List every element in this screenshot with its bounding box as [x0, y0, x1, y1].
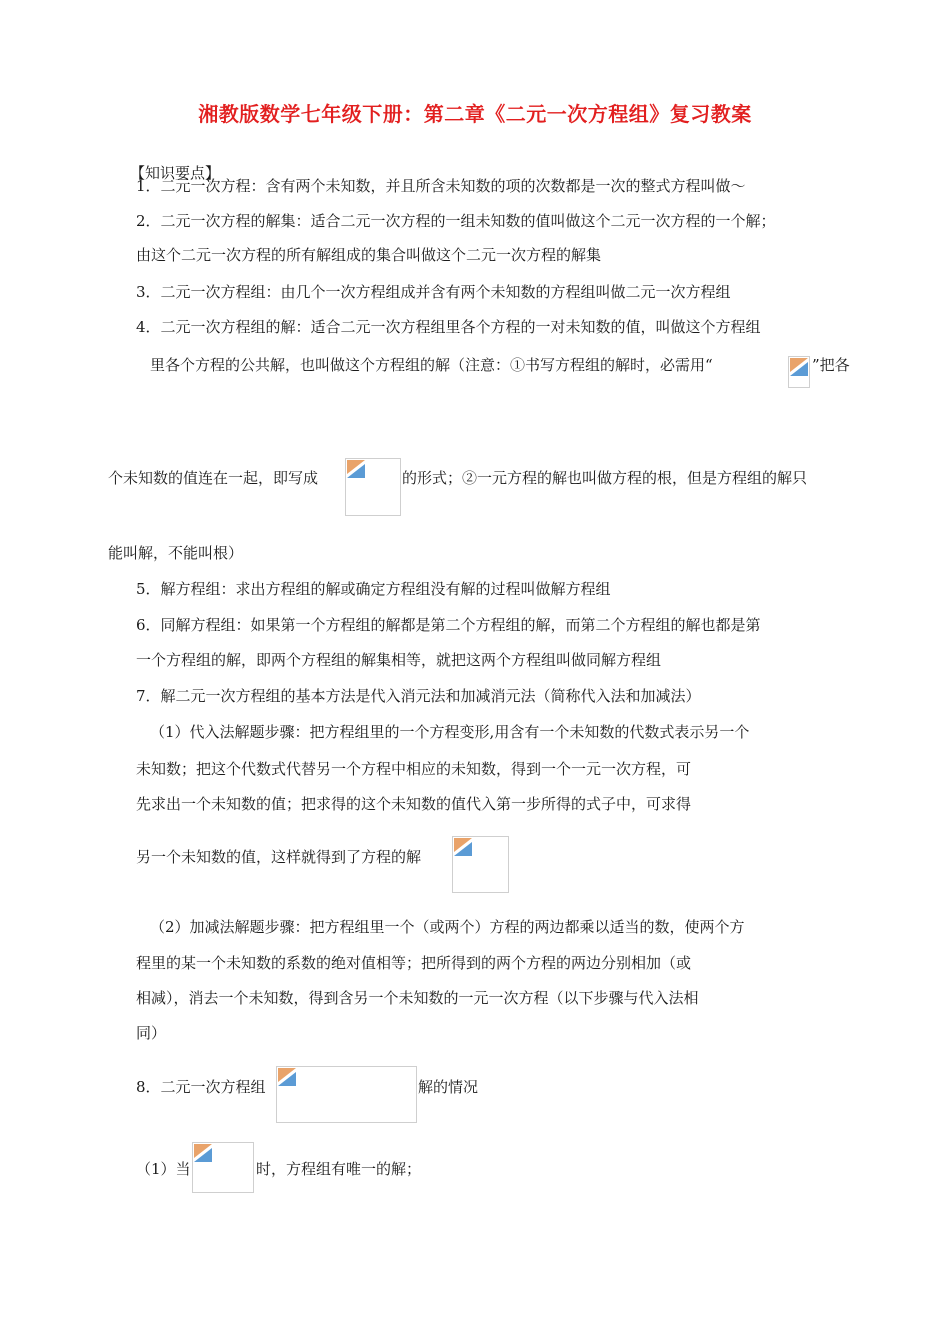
point-6-cont: 一个方程组的解，即两个方程组的解集相等，就把这两个方程组叫做同解方程组 [136, 651, 662, 669]
equation-image-icon [452, 836, 509, 893]
step-elimination-cont-3: 同） [136, 1024, 167, 1042]
document-title: 湘教版数学七年级下册：第二章《二元一次方程组》复习教案 [198, 102, 752, 126]
point-1: 1．二元一次方程：含有两个未知数，并且所含未知数的项的次数都是一次的整式方程叫做～ [136, 177, 746, 195]
point-8b: 解的情况 [418, 1078, 479, 1096]
point-4-cont-tail: ”把各 [812, 356, 850, 374]
point-6: 6．同解方程组：如果第一个方程组的解都是第二个方程组的解，而第二个方程组的解也都是第 [136, 616, 761, 634]
section-heading: 【知识要点】 [130, 164, 221, 182]
case-1b: 时，方程组有唯一的解； [256, 1160, 422, 1178]
case-1a: （1）当 [136, 1160, 191, 1178]
point-2: 2．二元一次方程的解集：适合二元一次方程的一组未知数的值叫做这个二元一次方程的一个解； [136, 212, 776, 230]
point-7: 7．解二元一次方程组的基本方法是代入消元法和加减消元法（简称代入法和加减法） [136, 687, 701, 705]
point-4-cont-3: 能叫解，不能叫根） [108, 544, 244, 562]
point-4-cont-2a: 个未知数的值连在一起，即写成 [108, 469, 319, 487]
step-substitution: （1）代入法解题步骤：把方程组里的一个方程变形,用含有一个未知数的代数式表示另一个 [150, 723, 750, 741]
solution-form-image-icon [345, 458, 401, 516]
step-elimination-cont-2: 相减），消去一个未知数，得到含另一个未知数的一元一次方程（以下步骤与代入法相 [136, 989, 699, 1007]
point-2-cont: 由这个二元一次方程的所有解组成的集合叫做这个二元一次方程的解集 [136, 246, 602, 264]
point-4: 4．二元一次方程组的解：适合二元一次方程组里各个方程的一对未知数的值，叫做这个方程组 [136, 318, 761, 336]
point-4-cont-text: 里各个方程的公共解，也叫做这个方程组的解（注意：①书写方程组的解时，必需用“ [150, 356, 713, 374]
step-substitution-cont-3: 另一个未知数的值，这样就得到了方程的解 [136, 848, 422, 866]
image-placeholder-icon [788, 356, 810, 388]
step-substitution-cont-2: 先求出一个未知数的值；把求得的这个未知数的值代入第一步所得的式子中，可求得 [136, 795, 692, 813]
step-elimination: （2）加减法解题步骤：把方程组里一个（或两个）方程的两边都乘以适当的数，使两个方 [150, 918, 745, 936]
point-5: 5．解方程组：求出方程组的解或确定方程组没有解的过程叫做解方程组 [136, 580, 611, 598]
point-4-cont [150, 354, 713, 376]
point-3: 3．二元一次方程组：由几个一次方程组成并含有两个未知数的方程组叫做二元一次方程组 [136, 283, 731, 301]
point-4-cont-2b: 的形式；②一元方程的解也叫做方程的根，但是方程组的解只 [402, 469, 808, 487]
step-elimination-cont-1: 程里的某一个未知数的系数的绝对值相等；把所得到的两个方程的两边分别相加（或 [136, 954, 692, 972]
point-8a: 8．二元一次方程组 [136, 1078, 266, 1096]
condition-image-icon [192, 1142, 254, 1193]
system-image-icon [276, 1066, 417, 1123]
step-substitution-cont-1: 未知数；把这个代数式代替另一个方程中相应的未知数，得到一个一元一次方程，可 [136, 760, 692, 778]
